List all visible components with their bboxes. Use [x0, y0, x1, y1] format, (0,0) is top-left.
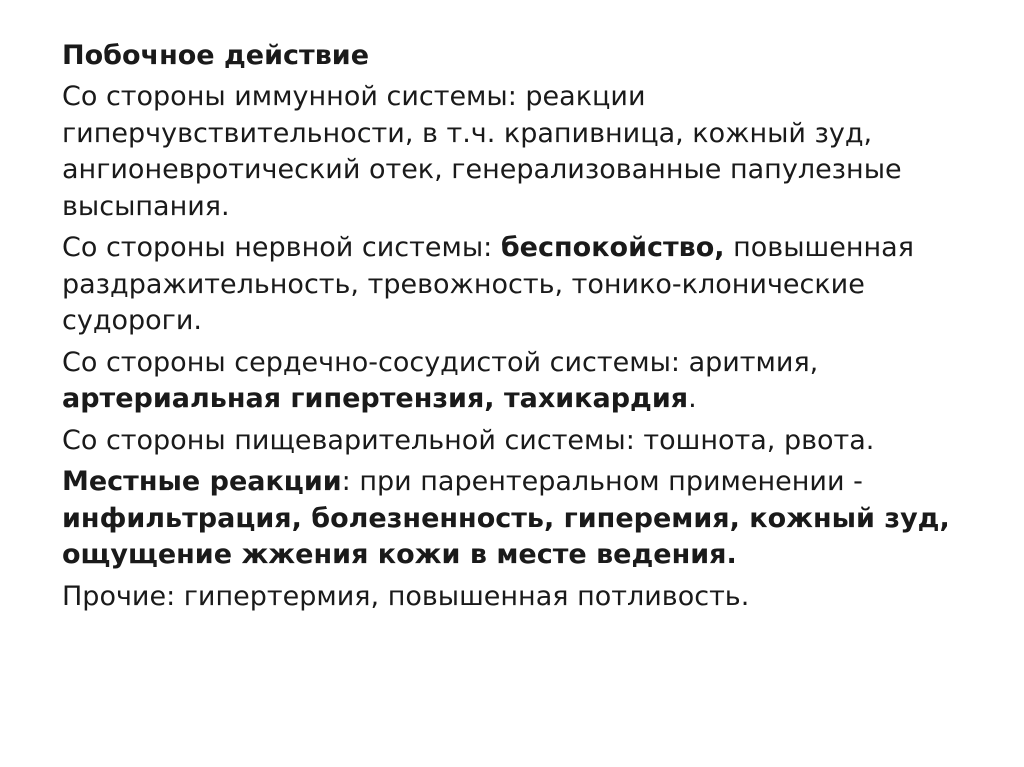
text-segment: повышенная раздражительность, тревожность, тонико-клонические судороги.	[62, 232, 914, 336]
paragraph-nervous-system	[62, 230, 992, 340]
text-segment-bold: беспокойство,	[500, 232, 725, 263]
text-segment: Со стороны нервной системы:	[62, 232, 501, 263]
text-segment: .	[688, 383, 697, 414]
text-segment: : при парентеральном применении -	[341, 466, 863, 497]
text-segment-bold: инфильтрация, болезненность, гиперемия, кожный зуд, ощущение жжения кожи в месте ведения.	[62, 502, 950, 570]
slide-title: Побочное действие	[62, 40, 370, 71]
slide-content	[62, 37, 992, 620]
text-segment-bold: Местные реакции	[62, 466, 342, 497]
paragraph-immune-system	[62, 79, 992, 225]
text-segment: Прочие: гипертермия, повышенная потливость.	[62, 580, 750, 612]
text-segment: Со стороны иммунной системы: реакции гиперчувствительности, в т.ч. крапивница, кожный зуд, ангионевротический отек, генерализованные папулезные высыпания.	[62, 81, 902, 222]
paragraph-other	[62, 579, 992, 616]
text-segment-bold: артериальная гипертензия, тахикардия	[62, 383, 689, 414]
text-segment: Со стороны сердечно-сосудистой системы: аритмия,	[62, 346, 819, 378]
paragraph-cardiovascular-system	[62, 345, 992, 418]
paragraph-digestive-system	[62, 423, 992, 460]
paragraph-local-reactions	[62, 464, 992, 574]
text-segment: Со стороны пищеварительной системы: тошнота, рвота.	[62, 424, 875, 456]
